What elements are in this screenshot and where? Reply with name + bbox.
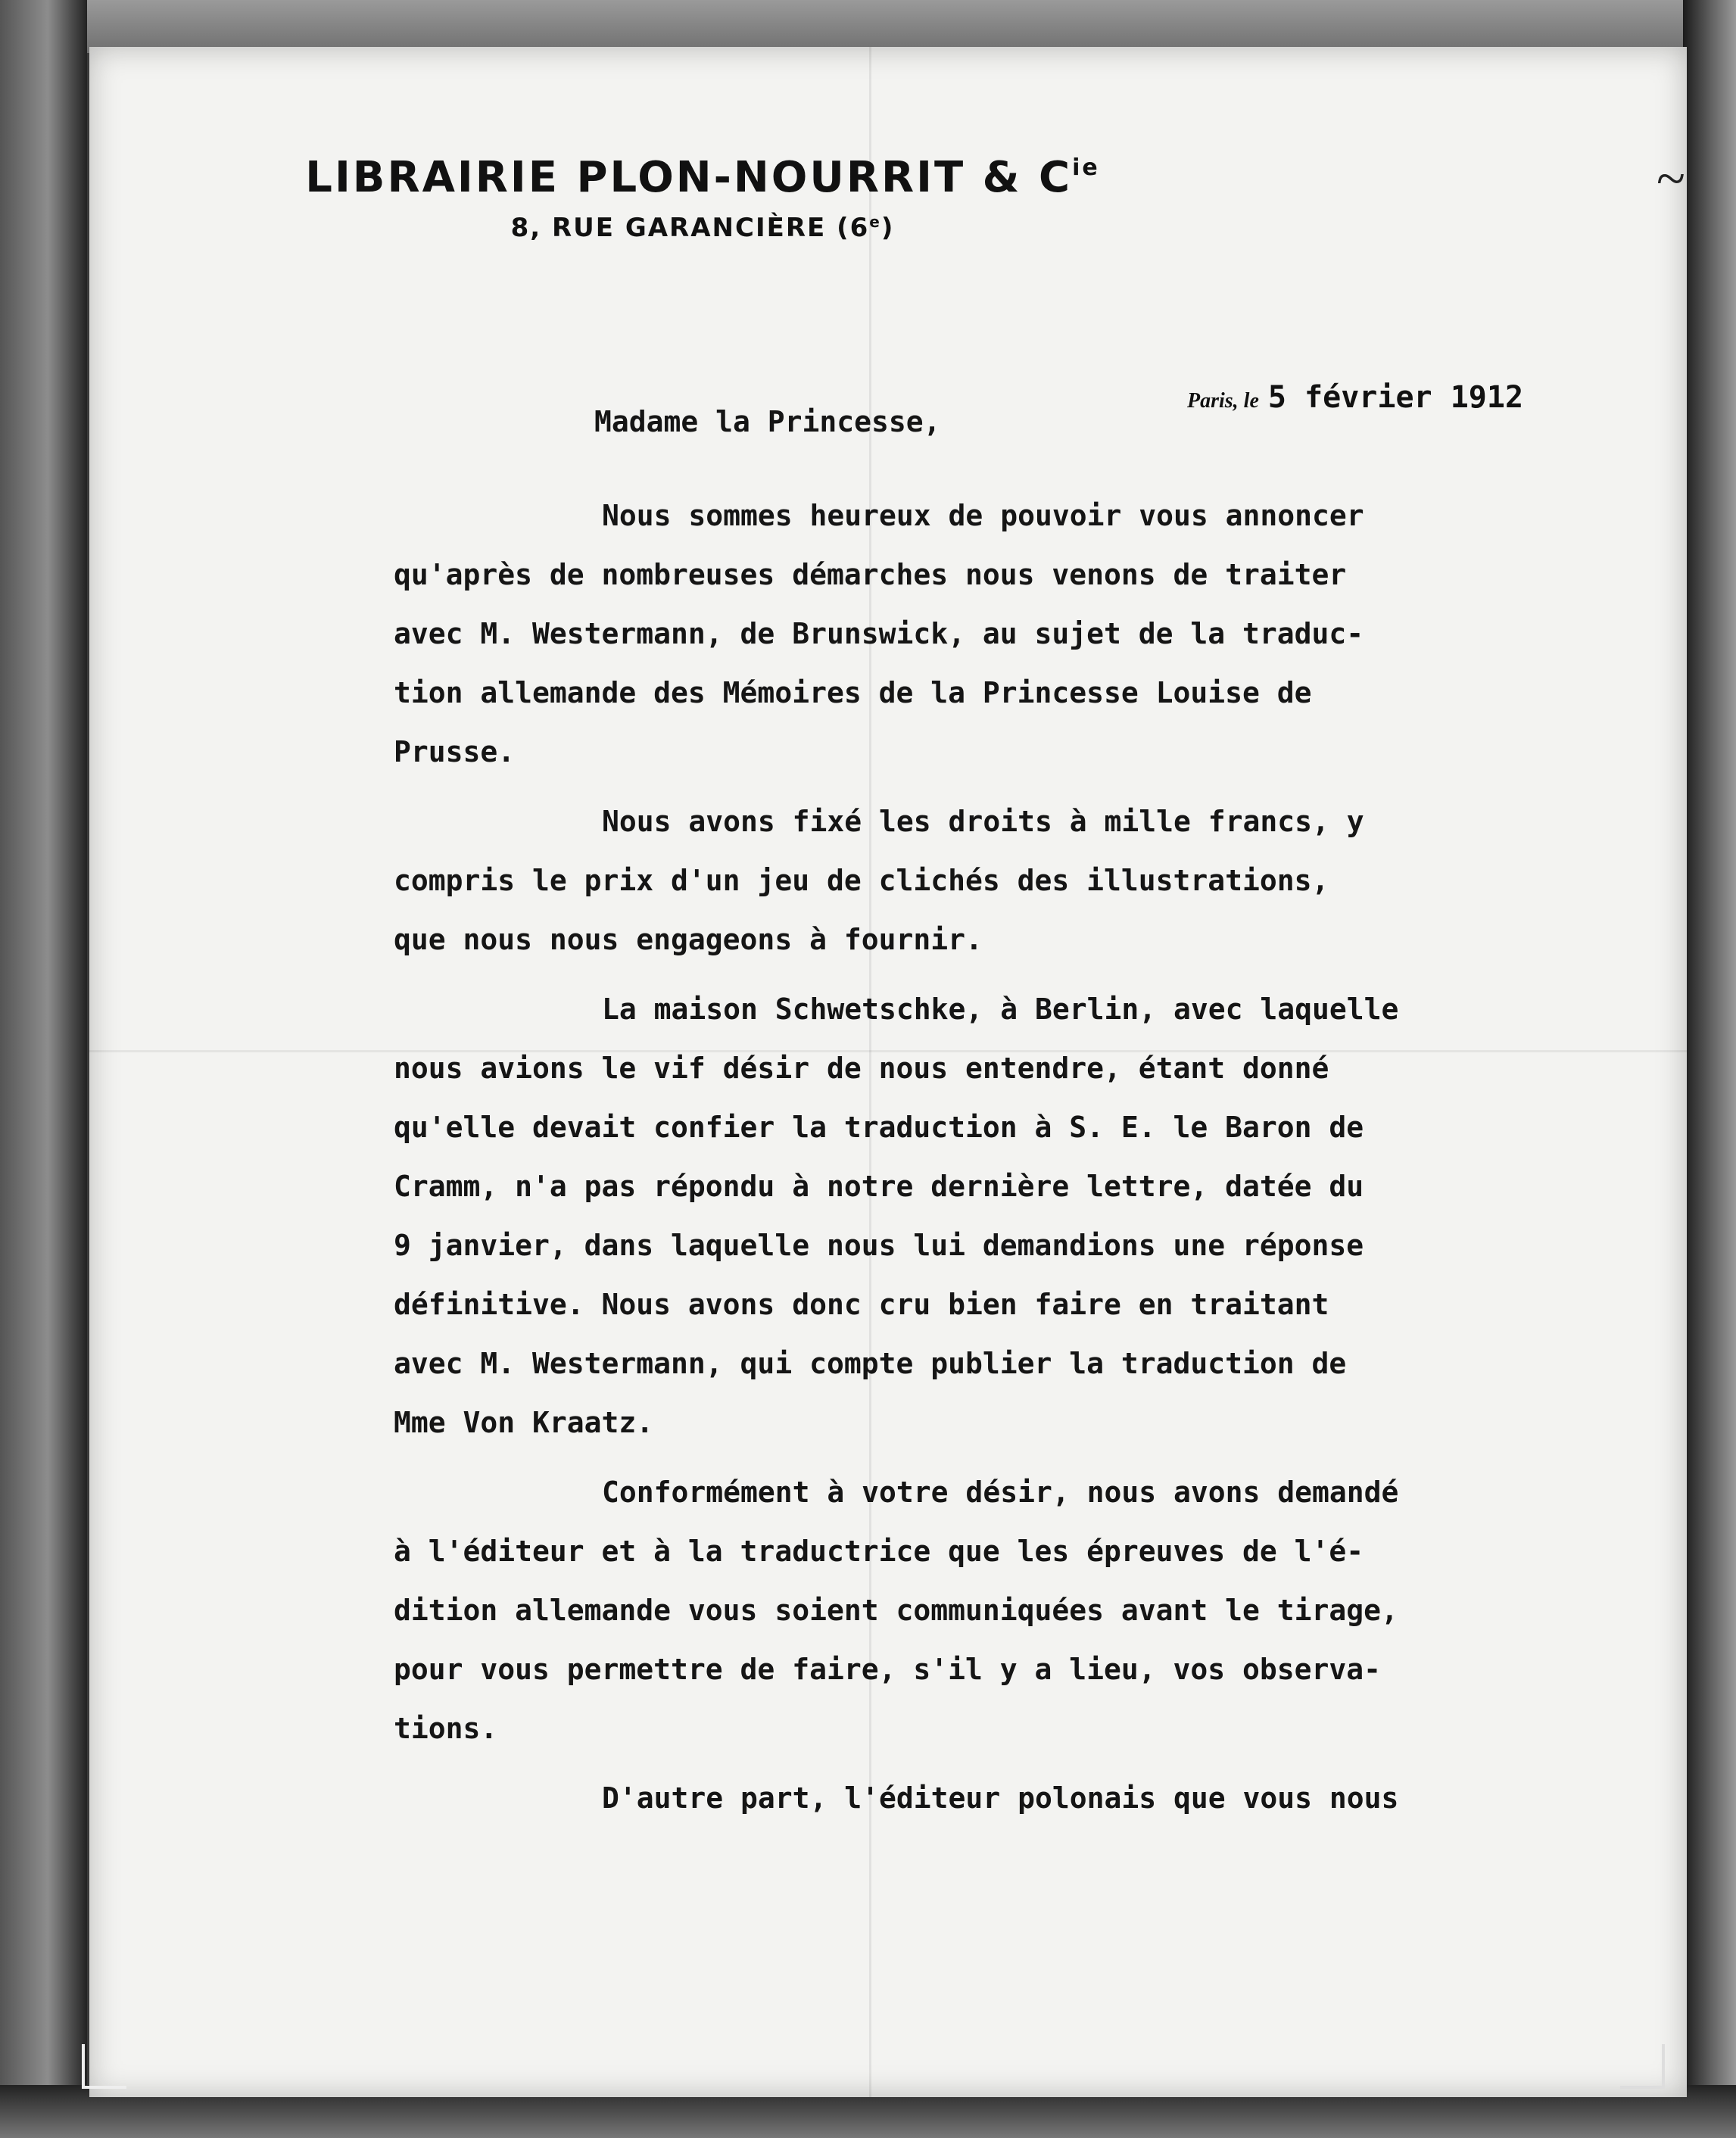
body-line: à l'éditeur et à la traductrice que les épreuves de l'é- — [394, 1535, 1364, 1568]
body-line: Nous sommes heureux de pouvoir vous annoncer — [602, 499, 1364, 532]
dateline-date: 5 février 1912 — [1267, 380, 1524, 415]
body-line: La maison Schwetschke, à Berlin, avec laquelle — [602, 993, 1399, 1026]
corner-mark-bottom-right — [1620, 2044, 1665, 2089]
body-line: avec M. Westermann, qui compte publier la traduction de — [394, 1347, 1347, 1380]
body-line: Cramm, n'a pas répondu à notre dernière lettre, datée du — [394, 1170, 1364, 1203]
body-line: tion allemande des Mémoires de la Princesse Louise de — [394, 676, 1312, 709]
corner-mark-bottom-left — [82, 2044, 126, 2089]
scanner-background-right — [1683, 0, 1736, 2138]
scanner-background-left — [0, 0, 87, 2138]
body-line: qu'après de nombreuses démarches nous venons de traiter — [394, 558, 1347, 591]
body-line: Mme Von Kraatz. — [394, 1406, 654, 1439]
body-paragraph — [394, 486, 1567, 781]
body-paragraph — [394, 1769, 1567, 1828]
publisher-address: 8, RUE GARANCIÈRE (6e) — [510, 213, 895, 243]
body-line: définitive. Nous avons donc cru bien faire en traitant — [394, 1288, 1329, 1321]
body-line: 9 janvier, dans laquelle nous lui demandions une réponse — [394, 1229, 1364, 1262]
body-line: compris le prix d'un jeu de clichés des illustrations, — [394, 864, 1329, 897]
letterhead — [89, 153, 1316, 243]
body-line: Prusse. — [394, 735, 516, 768]
body-line: avec M. Westermann, de Brunswick, au sujet de la traduc- — [394, 617, 1364, 650]
dateline-place: Paris, le — [1187, 389, 1259, 413]
body-line: qu'elle devait confier la traduction à S. E. le Baron de — [394, 1111, 1364, 1144]
letter-body — [394, 392, 1567, 1838]
body-paragraph — [394, 792, 1567, 969]
body-line: tions. — [394, 1712, 498, 1745]
salutation: Madame la Princesse, — [594, 405, 941, 438]
scanner-background-top — [0, 0, 1736, 53]
paragraphs — [394, 486, 1567, 1828]
body-paragraph — [394, 980, 1567, 1452]
body-line: D'autre part, l'éditeur polonais que vous nous — [602, 1781, 1399, 1815]
body-line: pour vous permettre de faire, s'il y a lieu, vos observa- — [394, 1653, 1382, 1686]
body-line: Conformément à votre désir, nous avons demandé — [602, 1476, 1399, 1509]
publisher-name: LIBRAIRIE PLON-NOURRIT & $C^{ie}$ — [305, 153, 1100, 202]
body-line: dition allemande vous soient communiquées avant le tirage, — [394, 1594, 1398, 1627]
body-line: nous avions le vif désir de nous entendre, étant donné — [394, 1052, 1329, 1085]
body-paragraph — [394, 1463, 1567, 1758]
body-line: que nous nous engageons à fournir. — [394, 923, 983, 956]
body-line: Nous avons fixé les droits à mille francs, y — [602, 805, 1364, 838]
pen-mark-icon: ~ — [1657, 150, 1685, 208]
